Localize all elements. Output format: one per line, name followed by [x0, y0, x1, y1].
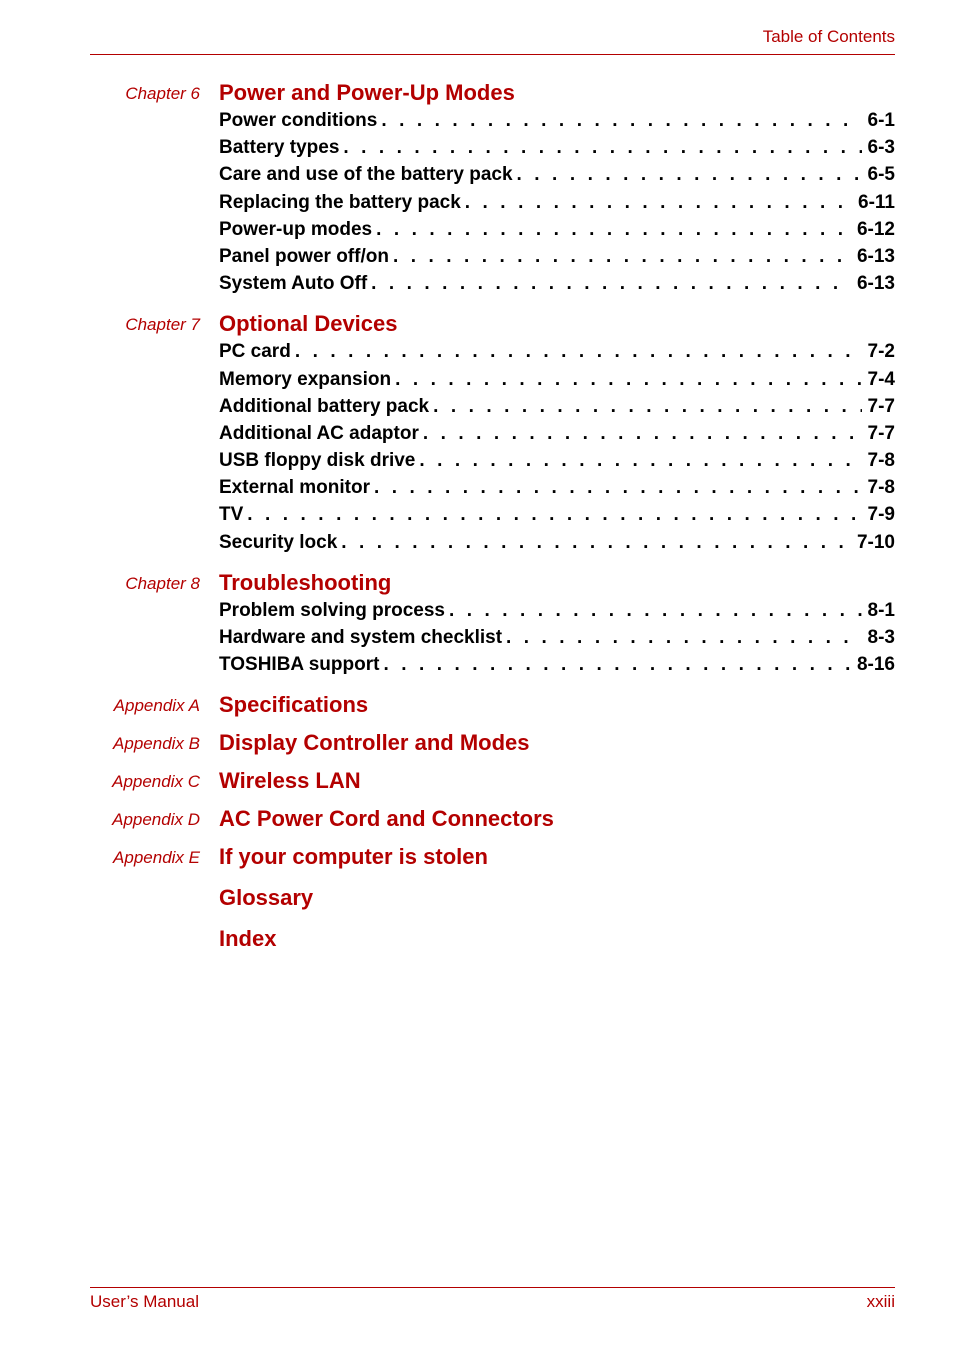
entry-title: Additional AC adaptor	[219, 420, 423, 447]
section-label: Chapter 7	[125, 315, 200, 335]
section-title-link[interactable]: Index	[219, 926, 277, 952]
dot-leader	[419, 447, 861, 474]
entry-page-number: 6-11	[852, 189, 895, 216]
section-title-link[interactable]: Optional Devices	[219, 311, 398, 337]
entry-title: Memory expansion	[219, 366, 395, 393]
toc-entry[interactable]	[219, 270, 895, 297]
dot-leader	[423, 420, 862, 447]
toc-entry[interactable]	[219, 243, 895, 270]
entry-list	[219, 107, 895, 297]
entry-page-number: 6-1	[862, 107, 895, 134]
entry-title: Power conditions	[219, 107, 381, 134]
toc-section	[0, 309, 954, 556]
entry-list	[219, 338, 895, 556]
entry-title: Panel power off/on	[219, 243, 393, 270]
running-header: Table of Contents	[762, 27, 895, 46]
entry-page-number: 7-2	[862, 338, 895, 365]
entry-title: Additional battery pack	[219, 393, 433, 420]
dot-leader	[506, 624, 862, 651]
section-title-link[interactable]: Specifications	[219, 692, 369, 718]
toc-entry[interactable]	[219, 447, 895, 474]
toc-section	[0, 568, 954, 679]
dot-leader	[341, 529, 851, 556]
toc-entry[interactable]	[219, 624, 895, 651]
entry-page-number: 7-7	[862, 420, 895, 447]
toc-entry[interactable]	[219, 366, 895, 393]
section-title-link[interactable]: Wireless LAN	[219, 768, 361, 794]
toc-entry[interactable]	[219, 529, 895, 556]
header-rule	[90, 54, 895, 55]
section-label: Chapter 6	[125, 84, 200, 103]
dot-leader	[465, 189, 852, 216]
toc-section	[0, 766, 954, 795]
dot-leader	[395, 366, 861, 393]
toc-section	[0, 924, 954, 953]
entry-title: TV	[219, 501, 247, 528]
entry-title: Care and use of the battery pack	[219, 161, 517, 188]
entry-page-number: 7-8	[862, 474, 895, 501]
entry-page-number: 6-5	[862, 161, 895, 188]
dot-leader	[393, 243, 851, 270]
entry-page-number: 7-4	[862, 366, 895, 393]
entry-title: PC card	[219, 338, 295, 365]
toc-entry[interactable]	[219, 161, 895, 188]
section-title-link[interactable]: Troubleshooting	[219, 569, 392, 595]
toc-entry[interactable]	[219, 501, 895, 528]
dot-leader	[343, 134, 861, 161]
dot-leader	[247, 501, 861, 528]
dot-leader	[449, 597, 862, 624]
toc-entry[interactable]	[219, 393, 895, 420]
entry-page-number: 7-8	[862, 447, 895, 474]
toc-section	[0, 78, 954, 297]
section-title-link[interactable]: Display Controller and Modes	[219, 730, 530, 756]
dot-leader	[374, 474, 862, 501]
dot-leader	[295, 338, 862, 365]
toc-section	[0, 690, 954, 719]
section-title-link[interactable]: AC Power Cord and Connectors	[219, 806, 554, 832]
dot-leader	[381, 107, 861, 134]
toc-entry[interactable]	[219, 474, 895, 501]
section-title-link[interactable]: Glossary	[219, 885, 314, 911]
toc-section	[0, 883, 954, 912]
toc-entry[interactable]	[219, 338, 895, 365]
section-label: Appendix C	[112, 772, 200, 792]
section-title-link[interactable]: Power and Power-Up Modes	[219, 80, 515, 105]
section-label: Chapter 8	[125, 573, 200, 593]
dot-leader	[383, 651, 851, 678]
section-label: Appendix A	[113, 696, 200, 716]
entry-title: Power-up modes	[219, 216, 376, 243]
entry-page-number: 6-12	[851, 216, 895, 243]
toc-entry[interactable]	[219, 107, 895, 134]
footer-rule	[90, 1287, 895, 1288]
dot-leader	[376, 216, 851, 243]
entry-title: TOSHIBA support	[219, 651, 383, 678]
entry-title: Security lock	[219, 529, 341, 556]
entry-page-number: 8-16	[851, 651, 895, 678]
dot-leader	[433, 393, 861, 420]
toc-section	[0, 842, 954, 871]
entry-title: System Auto Off	[219, 270, 371, 297]
entry-title: Problem solving process	[219, 597, 449, 624]
toc-entry[interactable]	[219, 189, 895, 216]
entry-page-number: 7-9	[862, 501, 895, 528]
entry-page-number: 6-13	[851, 243, 895, 270]
entry-page-number: 7-10	[851, 529, 895, 556]
toc-entry[interactable]	[219, 134, 895, 161]
entry-title: Replacing the battery pack	[219, 189, 465, 216]
entry-page-number: 8-1	[862, 597, 895, 624]
entry-title: Battery types	[219, 134, 343, 161]
toc-section	[0, 804, 954, 833]
entry-page-number: 7-7	[862, 393, 895, 420]
toc-entry[interactable]	[219, 216, 895, 243]
dot-leader	[371, 270, 851, 297]
section-label: Appendix E	[113, 848, 200, 868]
table-of-contents	[0, 78, 954, 953]
toc-entry[interactable]	[219, 651, 895, 678]
entry-page-number: 8-3	[862, 624, 895, 651]
toc-entry[interactable]	[219, 420, 895, 447]
section-label: Appendix B	[113, 734, 200, 754]
section-label: Appendix D	[112, 810, 200, 830]
entry-title: Hardware and system checklist	[219, 624, 506, 651]
entry-title: USB floppy disk drive	[219, 447, 419, 474]
entry-title: External monitor	[219, 474, 374, 501]
dot-leader	[517, 161, 862, 188]
entry-page-number: 6-3	[862, 134, 895, 161]
entry-list	[219, 597, 895, 679]
toc-entry[interactable]	[219, 597, 895, 624]
footer-manual-title: User’s Manual	[90, 1292, 199, 1311]
page-number: xxiii	[866, 1292, 895, 1311]
toc-section	[0, 728, 954, 757]
entry-page-number: 6-13	[851, 270, 895, 297]
section-title-link[interactable]: If your computer is stolen	[219, 844, 488, 870]
